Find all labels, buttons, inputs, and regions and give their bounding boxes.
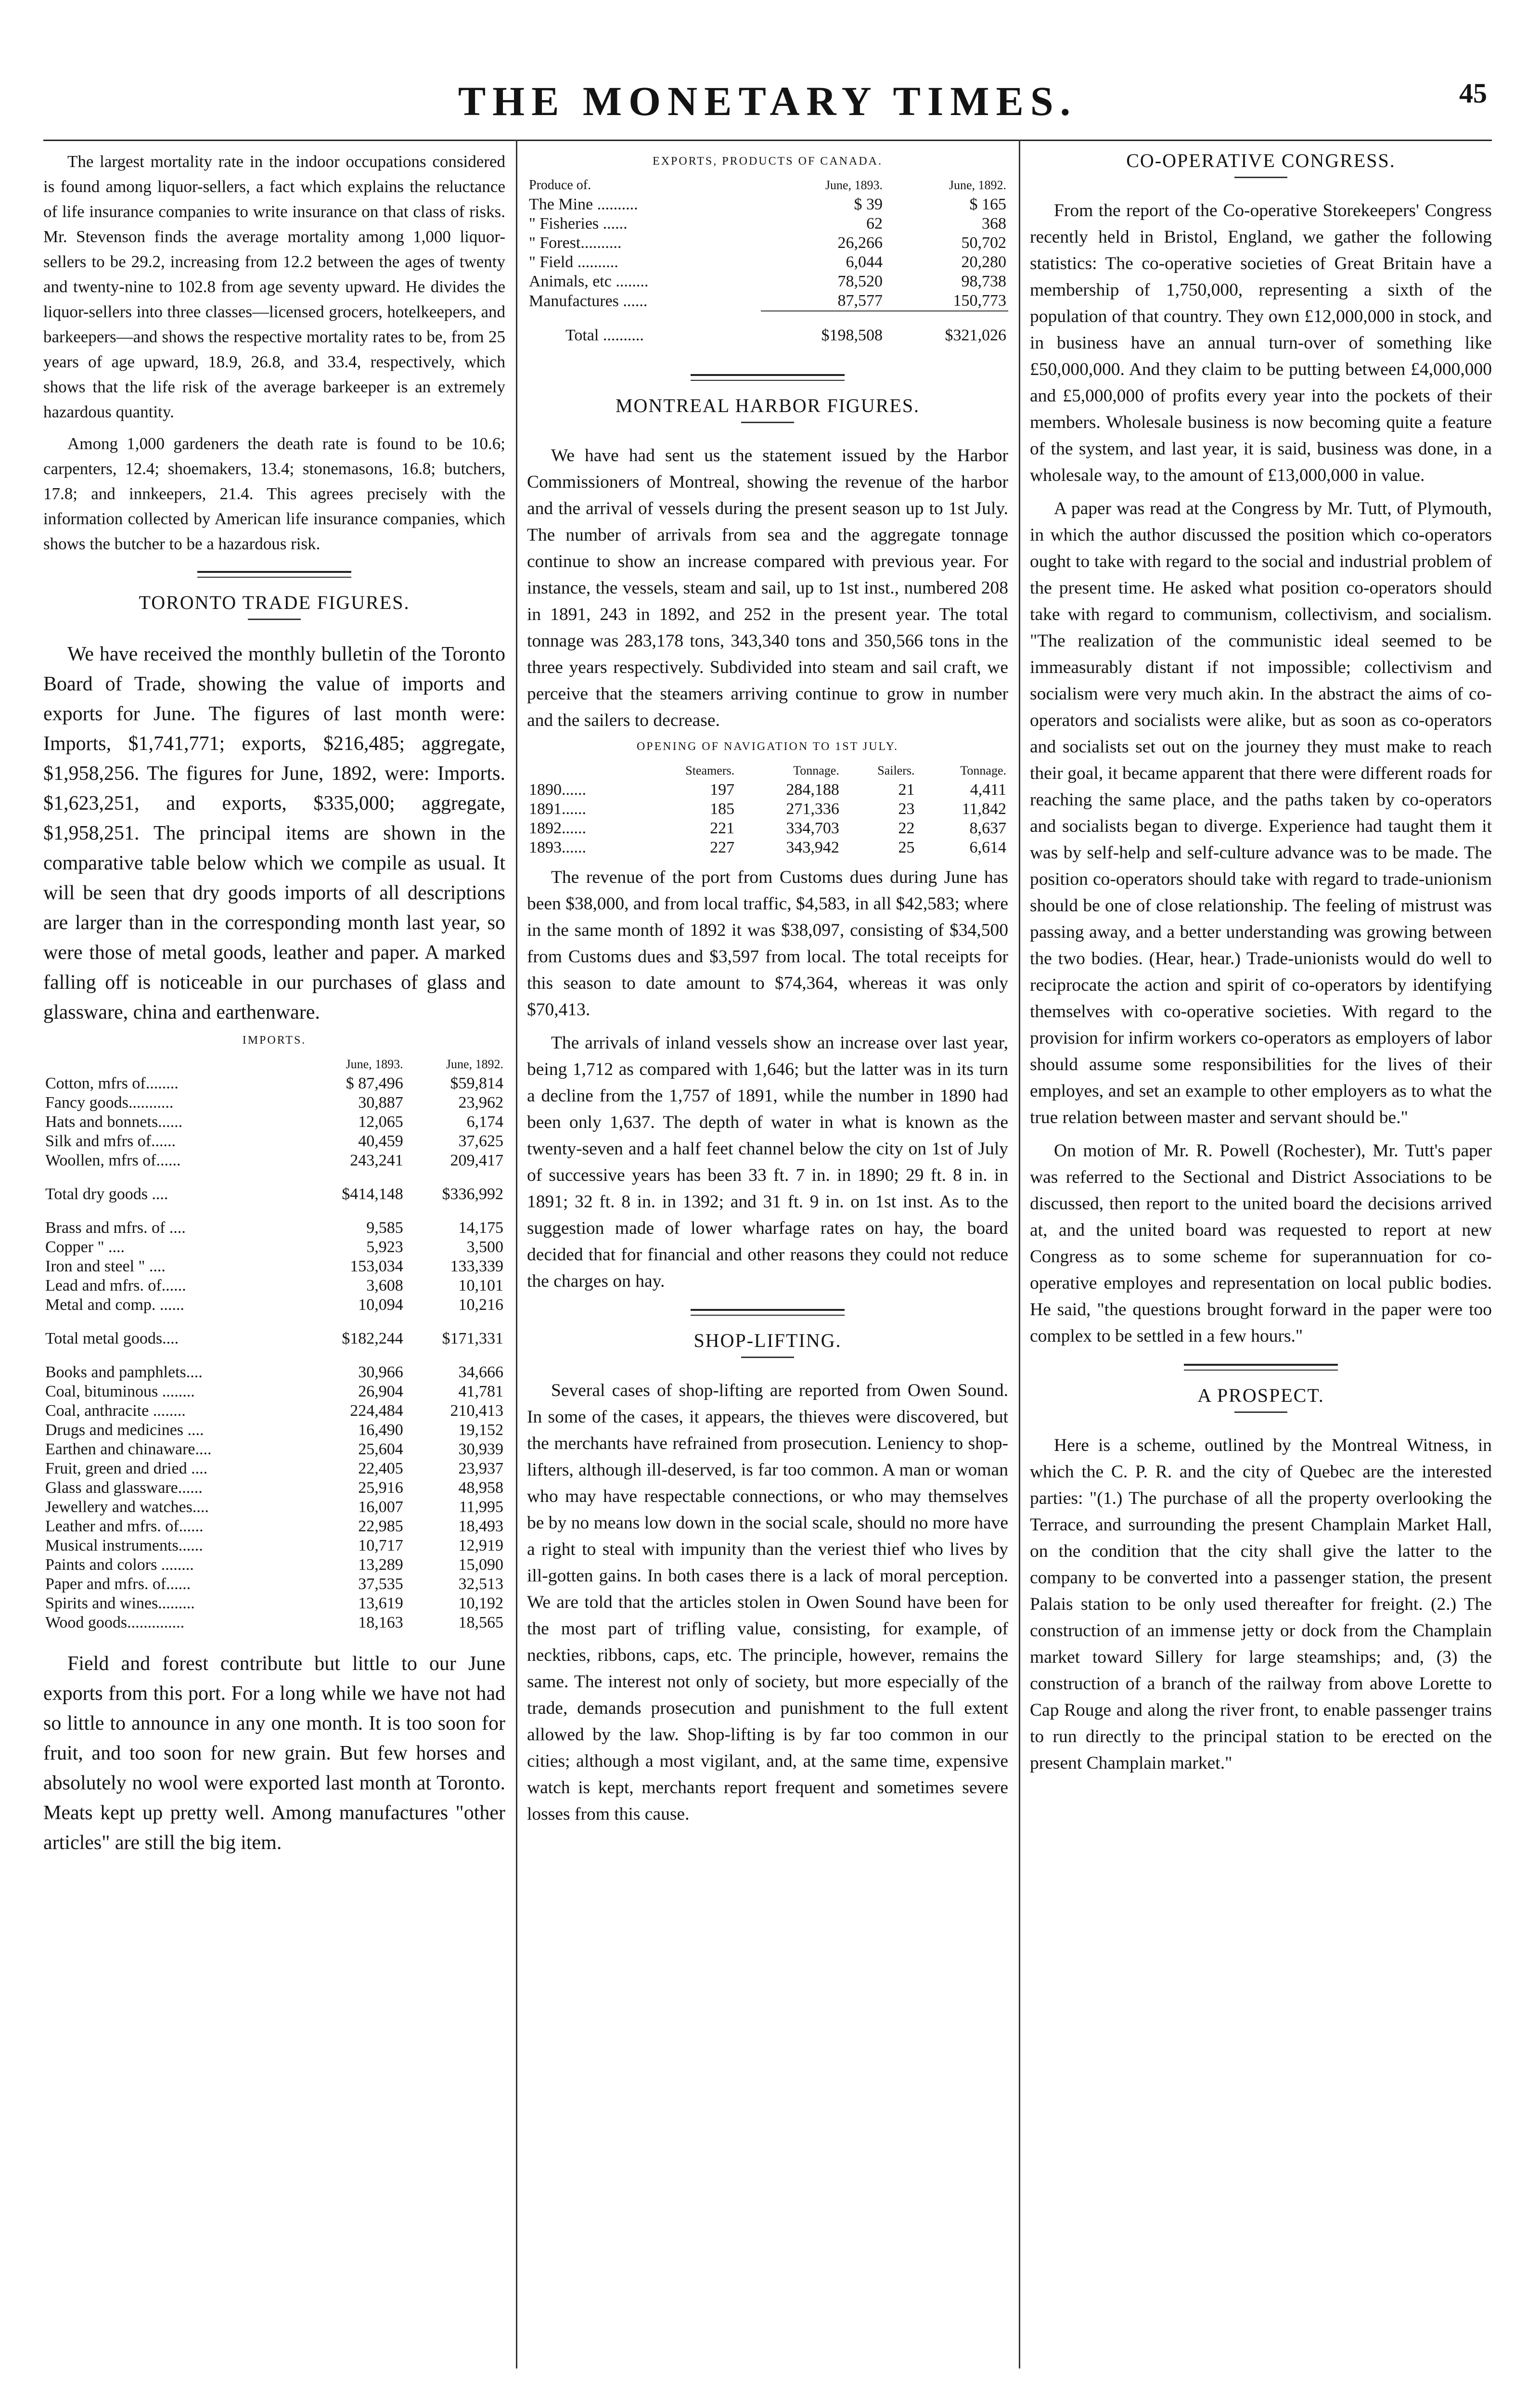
harbor-heading: MONTREAL HARBOR FIGURES.	[615, 395, 920, 416]
value-1892: 30,939	[458, 1440, 503, 1458]
value-1892: 50,702	[961, 234, 1006, 252]
total-label: Total metal goods....	[45, 1330, 179, 1347]
value-1892: 37,625	[458, 1132, 503, 1150]
table-row	[43, 1132, 505, 1151]
row-year: 1890......	[529, 781, 586, 799]
row-label: " Fisheries ......	[529, 215, 628, 233]
value-1893: 6,044	[846, 253, 883, 271]
toronto-paragraph: We have received the monthly bulletin of the Toronto Board of Trade, showing the value of imports and exports for June. The figures of last month were: Imports, $1,741,771; exports, $216,485; aggregate, $1,958,256. The figures for June, 1892, were: Imports. $1,623,251, and exports, $335,000; aggregate, $1,958,251. The principal items are shown in the comparative table below which we compile as usual. It will be seen that dry goods imports of all descriptions are larger than in the corresponding month last year, so were those of metal goods, leather and paper. A marked falling off is noticeable in our purchases of glass and glassware, china and earthenware.	[43, 643, 505, 1023]
exports-col-a: June, 1893.	[825, 178, 883, 192]
sail-tonnage: 11,842	[962, 800, 1006, 818]
dry-goods-rows	[43, 1074, 505, 1170]
value-1893: 22,405	[358, 1460, 403, 1477]
total-1893: $182,244	[342, 1330, 403, 1347]
mortality-paragraph: The largest mortality rate in the indoor occupations considered is found among liquor-sellers, a fact which explains the reluctance of life insurance companies to write insurance on that class of risks. Mr. Stevenson finds the average mortality among 1,000 liquor-sellers to be 29.2, increasing from 12.2 between the ages of twenty and twenty-nine to 102.8 from age seventy upward. He divides the liquor-sellers into three classes—licensed grocers, hotelkeepers, and barkeepers—and shows the respective mortality rates to be, from 25 years of age upward, 18.9, 26.8, and 33.4, respectively, which shows that the life risk of the average barkeeper is an extremely hazardous quantity.	[43, 152, 505, 421]
row-label: Animals, etc ........	[529, 272, 649, 290]
sailers: 22	[898, 819, 915, 837]
other-goods-rows	[43, 1363, 505, 1632]
column-1	[43, 149, 505, 2373]
value-1893: 37,535	[358, 1575, 403, 1593]
value-1893: 25,916	[358, 1479, 403, 1497]
metal-goods-rows	[43, 1218, 505, 1315]
row-label: Hats and bonnets......	[45, 1113, 183, 1131]
imports-col-a: June, 1893.	[346, 1057, 403, 1071]
value-1892: 6,174	[466, 1113, 503, 1131]
navigation-rows	[527, 780, 1008, 857]
row-label: Iron and steel " ....	[45, 1257, 166, 1275]
newspaper-page	[43, 67, 1492, 2378]
row-year: 1892......	[529, 819, 586, 837]
row-label: Silk and mfrs of......	[45, 1132, 176, 1150]
heading-rule	[741, 1357, 794, 1358]
table-row	[527, 233, 1008, 253]
row-label: Glass and glassware......	[45, 1479, 203, 1497]
table-row	[43, 1498, 505, 1517]
sailers: 21	[898, 781, 915, 799]
value-1892: 3,500	[466, 1238, 503, 1256]
total-label: Total ..........	[565, 326, 644, 344]
table-row	[43, 1613, 505, 1632]
harbor-paragraph: We have had sent us the statement issued by the Harbor Commissioners of Montreal, showing the revenue of the harbor and the arrival of vessels during the present season up to 1st July. The number of arrivals from sea and the aggregate tonnage continue to show an increase compared with previous year. For instance, the vessels, steam and sail, up to 1st inst., numbered 208 in 1891, 243 in 1892, and 252 in the present year. The total tonnage was 283,178 tons, 343,340 tons and 350,566 tons in the three years respectively. Subdivided into steam and sail craft, we perceive that the steamers arriving continue to grow in number and the sailers to decrease.	[527, 446, 1008, 730]
steam-tonnage: 284,188	[786, 781, 839, 799]
row-label: Fancy goods...........	[45, 1094, 174, 1112]
powell-motion-paragraph: On motion of Mr. R. Powell (Rochester), Mr. Tutt's paper was referred to the Sectional and District Associations to be discussed, then report to the united board the decisions arrived at, and the united board was requested to report at new Congress as to some scheme for superannuation for co-operative employes and representation on local public bodies. He said, "the questions brought forward in the paper were too complex to be settled in a few hours."	[1030, 1141, 1492, 1346]
value-1892: 18,493	[458, 1517, 503, 1535]
value-1893: 26,904	[358, 1383, 403, 1400]
sail-tonnage: 4,411	[970, 781, 1006, 799]
value-1892: 150,773	[953, 292, 1006, 310]
value-1892: 10,216	[458, 1296, 503, 1314]
header-sailers: Sailers.	[877, 764, 915, 777]
header-steamers: Steamers.	[685, 764, 735, 777]
prospect-paragraph: Here is a scheme, outlined by the Montreal Witness, in which the C. P. R. and the city of Quebec are the interested parties: "(1.) The purchase of all the property overlooking the Terrace, and surrounding the present Champlain Market Hall, on the condition that the city shall give the latter to the company to be converted into a passenger station, the present Palais station to be only used thereafter for freight. (2.) The construction of an immense jetty or dock from the Champlain market toward Sillery for large steamships; and, (3) the construction of a branch of the railway from above Lorette to Cap Rouge and along the river front, to enable passenger trains to run directly to the principal station to be erected on the present Champlain market."	[1030, 1436, 1492, 1773]
imports-title: IMPORTS.	[242, 1034, 307, 1047]
row-label: Leather and mfrs. of......	[45, 1517, 204, 1535]
row-label: Brass and mfrs. of ....	[45, 1219, 186, 1237]
value-1893: 13,289	[358, 1556, 403, 1574]
section-divider	[691, 1309, 845, 1316]
table-row	[43, 1363, 505, 1382]
total-1892: $336,992	[442, 1185, 503, 1203]
tutt-paper-paragraph: A paper was read at the Congress by Mr. Tutt, of Plymouth, in which the author discussed the position which co-operators ought to take with regard to the social and industrial problem of the present time. He asked what position co-operators should take with regard to communism, collectivism, and socialism. "The realization of the communistic ideal seemed to be immeasurably distant if not impossible; collectivism and socialism were very much akin. In the abstract the aims of co-operators and socialists were alike, but as soon as co-operators and socialists set out on the journey they must make to reach their goal, it became apparent that there were different roads for reaching the same place, and the paths taken by co-operators and socialists began to diverge. Experience had taught them it was by self-help and self-culture advance was to be made. The position co-operators should take with regard to trade-unionism should be one of close relationship. The feeling of mistrust was passing away, and a better understanding was growing between the two bodies. (Hear, hear.) Trade-unionists would do well to reciprocate the action and spirit of co-operators by identifying themselves with co-operative societies. With regard to the provision for infirm workers co-operators as employers of labor should assume some responsibilities for the lives of their employes, and set an example to other employers as to what the true relation between master and servant should be."	[1030, 499, 1492, 1127]
column-divider	[516, 140, 517, 2368]
total-1893: $414,148	[342, 1185, 403, 1203]
value-1893: 40,459	[358, 1132, 403, 1150]
steamers: 197	[710, 781, 735, 799]
value-1892: 48,958	[458, 1479, 503, 1497]
table-row	[527, 838, 1008, 857]
value-1892: 368	[982, 215, 1006, 233]
row-label: Paints and colors ........	[45, 1556, 194, 1574]
heading-rule	[1234, 1411, 1287, 1413]
section-divider	[691, 374, 845, 381]
table-row	[43, 1555, 505, 1575]
value-1892: 32,513	[458, 1575, 503, 1593]
table-row	[527, 780, 1008, 800]
value-1893: 25,604	[358, 1440, 403, 1458]
section-divider	[197, 571, 351, 578]
table-row	[527, 272, 1008, 291]
table-row	[43, 1257, 505, 1276]
value-1893: $ 39	[854, 195, 883, 213]
total-1893: $198,508	[761, 311, 885, 360]
value-1893: 5,923	[366, 1238, 403, 1256]
table-row	[527, 214, 1008, 233]
sail-tonnage: 6,614	[969, 839, 1006, 856]
field-forest-paragraph: Field and forest contribute but little to our June exports from this port. For a long while we have not had so little to announce in any one month. It is too soon for fruit, and too soon for new grain. But few horses and absolutely no wool were exported last month at Toronto. Meats kept up pretty well. Among manufactures "other articles" are still the big item.	[43, 1653, 505, 1854]
value-1892: $ 165	[969, 195, 1006, 213]
value-1892: 23,962	[458, 1094, 503, 1112]
exports-title: EXPORTS, PRODUCTS OF CANADA.	[653, 155, 883, 168]
value-1893: 26,266	[837, 234, 883, 252]
table-row	[43, 1238, 505, 1257]
dry-goods-total	[43, 1170, 505, 1218]
table-row	[43, 1421, 505, 1440]
value-1892: 209,417	[450, 1152, 503, 1169]
column-2	[527, 149, 1008, 2373]
table-row	[43, 1459, 505, 1478]
value-1893: 30,887	[358, 1094, 403, 1112]
shoplifting-heading: SHOP-LIFTING.	[693, 1330, 842, 1351]
value-1892: 18,565	[458, 1614, 503, 1631]
row-label: " Forest..........	[529, 234, 622, 252]
steamers: 221	[710, 819, 735, 837]
value-1892: $59,814	[450, 1074, 503, 1092]
value-1893: 12,065	[358, 1113, 403, 1131]
navigation-title: OPENING OF NAVIGATION TO 1ST JULY.	[636, 740, 899, 753]
value-1892: 210,413	[450, 1402, 503, 1420]
value-1893: 18,163	[358, 1614, 403, 1631]
metal-goods-total	[43, 1315, 505, 1363]
shoplifting-paragraph: Several cases of shop-lifting are reported from Owen Sound. In some of the cases, it appears, the thieves were discovered, but the merchants have refrained from prosecution. Leniency to shop-lifters, although ill-deserved, is far too common. A man or woman who may have respectable connections, or who may themselves be by no means low down in the social scale, should no more have a right to steal with impunity than the veriest thief who lives by ill-gotten gains. In both cases there is a lack of moral perception. We are told that the articles stolen in Owen Sound have been for the most part of trifling value, consisting, for example, of neckties, ribbons, caps, etc. The principle, however, remains the same. The interest not only of society, but more especially of the trade, demands prosecution and punishment to the full extent allowed by the law. Shop-lifting is by far too common in our cities; although a most vigilant, and, at the same time, expensive watch is kept, merchants report frequent and sometimes severe losses from this cause.	[527, 1381, 1008, 1824]
row-label: Lead and mfrs. of......	[45, 1277, 186, 1294]
value-1893: $ 87,496	[346, 1074, 403, 1092]
row-label: Metal and comp. ......	[45, 1296, 184, 1314]
navigation-table	[527, 761, 1008, 857]
value-1892: 98,738	[961, 272, 1006, 290]
imports-table	[43, 1055, 505, 1632]
value-1893: 3,608	[366, 1277, 403, 1294]
exports-rows	[527, 195, 1008, 311]
row-label: Woollen, mfrs of......	[45, 1152, 181, 1169]
steamers: 227	[710, 839, 735, 856]
value-1893: 62	[866, 215, 883, 233]
inland-vessels-paragraph: The arrivals of inland vessels show an increase over last year, being 1,712 as compared with 1,646; but the latter was in its turn a decline from the 1,757 of 1891, while the number in 1890 had been only 1,637. The depth of water in what is known as the twenty-seven and a half feet channel below the city on 1st of July of successive years has been 33 ft. 7 in. in 1890; 29 ft. 8 in. in 1891; 32 ft. 8 in. in 1392; and 31 ft. 9 in. on 1st inst. As to the suggestion made of lower wharfage rates on hay, the board decided that for financial and other reasons they could not reduce the charges on hay.	[527, 1033, 1008, 1291]
column-3	[1030, 149, 1492, 2373]
row-label: Paper and mfrs. of......	[45, 1575, 191, 1593]
value-1893: 16,490	[358, 1421, 403, 1439]
row-label: Coal, bituminous ........	[45, 1383, 195, 1400]
value-1892: 34,666	[458, 1363, 503, 1381]
value-1893: 9,585	[366, 1219, 403, 1237]
table-row	[43, 1218, 505, 1238]
value-1893: 87,577	[837, 292, 883, 310]
row-label: Wood goods..............	[45, 1614, 185, 1631]
row-label: Books and pamphlets....	[45, 1363, 203, 1381]
masthead	[43, 67, 1492, 141]
value-1892: 23,937	[458, 1460, 503, 1477]
table-row	[43, 1295, 505, 1315]
steamers: 185	[710, 800, 735, 818]
sail-tonnage: 8,637	[969, 819, 1006, 837]
steam-tonnage: 271,336	[786, 800, 839, 818]
value-1892: 15,090	[458, 1556, 503, 1574]
value-1893: 153,034	[350, 1257, 403, 1275]
table-row	[43, 1276, 505, 1295]
exports-table	[527, 176, 1008, 360]
row-label: Coal, anthracite ........	[45, 1402, 186, 1420]
table-row	[43, 1440, 505, 1459]
row-label: The Mine ..........	[529, 195, 638, 213]
toronto-heading: TORONTO TRADE FIGURES.	[139, 592, 410, 613]
value-1893: 78,520	[837, 272, 883, 290]
table-row	[43, 1151, 505, 1170]
value-1892: 11,995	[459, 1498, 503, 1516]
table-row	[43, 1536, 505, 1555]
table-row	[43, 1594, 505, 1613]
row-label: Spirits and wines.........	[45, 1594, 195, 1612]
value-1893: 13,619	[358, 1594, 403, 1612]
row-label: Copper " ....	[45, 1238, 125, 1256]
header-tonnage: Tonnage.	[793, 764, 839, 777]
total-label: Total dry goods ....	[45, 1185, 168, 1203]
table-row	[527, 291, 1008, 311]
coop-paragraph: From the report of the Co-operative Storekeepers' Congress recently held in Bristol, England, we gather the following statistics: The co-operative societies of Great Britain have a membership of 1,750,000, representing a sixth of the population of that country. They own £12,000,000 in stock, and in business have an annual turn-over of something like £50,000,000. And they claim to be putting between £4,000,000 and £5,000,000 of profits every year into the pockets of their members. Wholesale business is now becoming quite a feature of the system, and last year, it is said, business was done, in a wholesale way, to the amount of £13,000,000 in value.	[1030, 201, 1492, 485]
value-1892: 14,175	[458, 1219, 503, 1237]
table-row	[527, 819, 1008, 838]
steam-tonnage: 343,942	[786, 839, 839, 856]
imports-col-b: June, 1892.	[446, 1057, 503, 1071]
row-label: Jewellery and watches....	[45, 1498, 209, 1516]
prospect-heading: A PROSPECT.	[1197, 1385, 1324, 1406]
row-label: " Field ..........	[529, 253, 618, 271]
header-tonnage: Tonnage.	[960, 764, 1006, 777]
revenue-paragraph: The revenue of the port from Customs dues during June has been $38,000, and from local traffic, $4,583, in all $42,583; where in the same month of 1892 it was $38,097, consisting of $34,500 from Customs dues and $3,597 from local. The total receipts for this season to date amount to $74,364, whereas it was only $70,413.	[527, 867, 1008, 1020]
page-number: 45	[1459, 78, 1487, 109]
value-1893: 16,007	[358, 1498, 403, 1516]
table-row	[43, 1074, 505, 1093]
value-1892: 133,339	[450, 1257, 503, 1275]
exports-col-b: June, 1892.	[949, 178, 1006, 192]
value-1892: 10,101	[458, 1277, 503, 1294]
column-divider	[1019, 140, 1020, 2368]
row-year: 1893......	[529, 839, 586, 856]
navigation-header-row	[527, 761, 1008, 780]
total-1892: $321,026	[885, 311, 1008, 360]
value-1892: 41,781	[458, 1383, 503, 1400]
table-row	[43, 1382, 505, 1401]
value-1892: 12,919	[458, 1537, 503, 1554]
value-1893: 243,241	[350, 1152, 403, 1169]
table-row	[527, 253, 1008, 272]
table-row	[43, 1478, 505, 1498]
row-label: Cotton, mfrs of........	[45, 1074, 179, 1092]
value-1893: 10,094	[358, 1296, 403, 1314]
table-row	[43, 1093, 505, 1113]
gardeners-paragraph: Among 1,000 gardeners the death rate is found to be 10.6; carpenters, 12.4; shoemakers, 13.4; stonemasons, 16.8; butchers, 17.8; and innkeepers, 21.4. This agrees precisely with the information collected by American life insurance companies, which shows the butcher to be a hazardous risk.	[43, 434, 505, 553]
value-1892: 20,280	[961, 253, 1006, 271]
table-row	[43, 1401, 505, 1421]
heading-rule	[248, 619, 301, 620]
row-label: Manufactures ......	[529, 292, 648, 310]
row-label: Fruit, green and dried ....	[45, 1460, 208, 1477]
row-label: Musical instruments......	[45, 1537, 203, 1554]
table-row	[527, 195, 1008, 214]
value-1893: 22,985	[358, 1517, 403, 1535]
exports-col-label: Produce of.	[529, 178, 591, 193]
row-label: Earthen and chinaware....	[45, 1440, 212, 1458]
exports-total	[527, 311, 1008, 360]
value-1892: 10,192	[458, 1594, 503, 1612]
publication-title: THE MONETARY TIMES.	[458, 78, 1078, 124]
total-1892: $171,331	[442, 1330, 503, 1347]
heading-rule	[741, 422, 794, 423]
heading-rule	[1234, 177, 1287, 178]
row-year: 1891......	[529, 800, 586, 818]
table-row	[43, 1113, 505, 1132]
steam-tonnage: 334,703	[786, 819, 839, 837]
table-row	[43, 1575, 505, 1594]
table-row	[527, 800, 1008, 819]
sailers: 25	[898, 839, 915, 856]
value-1893: 10,717	[358, 1537, 403, 1554]
sailers: 23	[898, 800, 915, 818]
coop-heading: CO-OPERATIVE CONGRESS.	[1126, 150, 1396, 171]
table-row	[43, 1517, 505, 1536]
section-divider	[1184, 1364, 1338, 1371]
row-label: Drugs and medicines ....	[45, 1421, 204, 1439]
value-1892: 19,152	[458, 1421, 503, 1439]
value-1893: 30,966	[358, 1363, 403, 1381]
value-1893: 224,484	[350, 1402, 403, 1420]
